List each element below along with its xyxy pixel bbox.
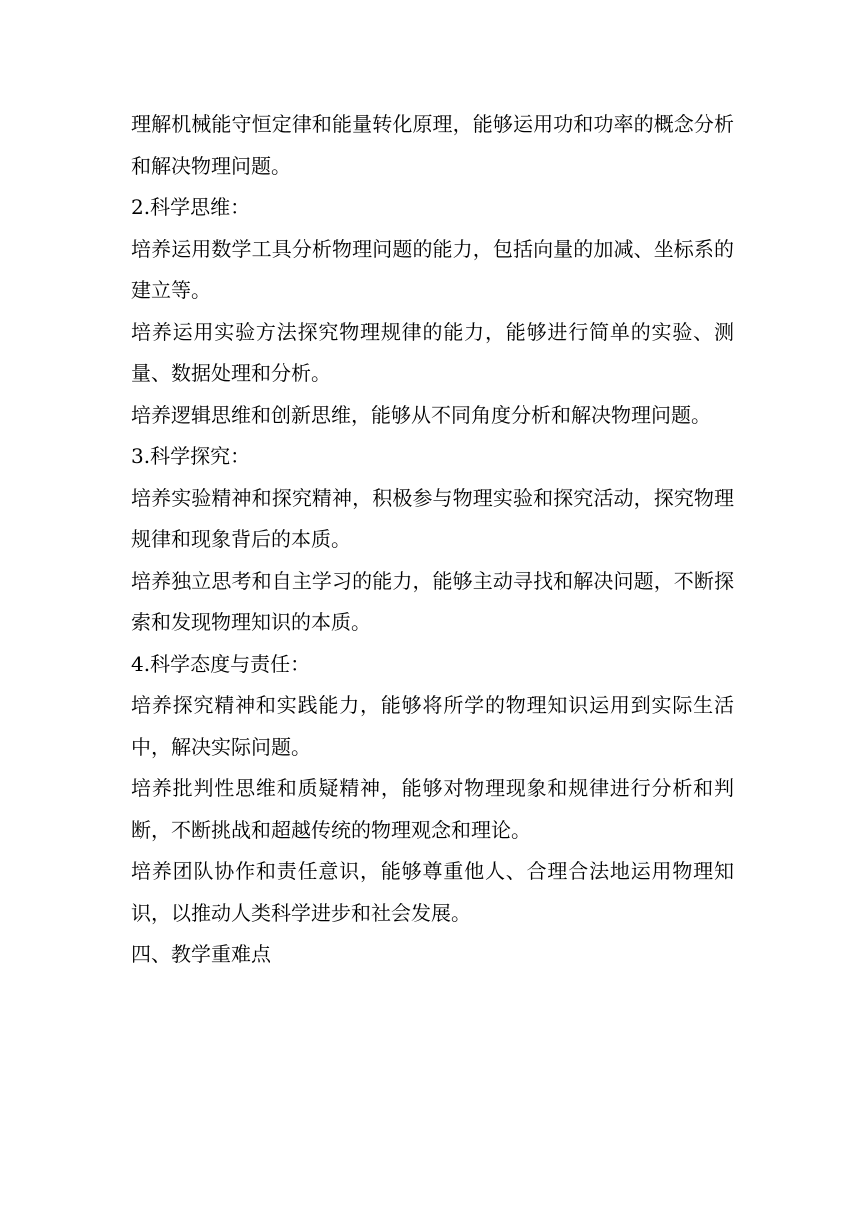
heading-teaching-key-points: 四、教学重难点	[131, 942, 271, 966]
paragraph-critical-thinking: 培养批判性思维和质疑精神，能够对物理现象和规律进行分析和判断，不断挑战和超越传统的物理观念和理论。	[131, 776, 734, 842]
paragraph-experimental-spirit: 培养实验精神和探究精神，积极参与物理实验和探究活动，探究物理规律和现象背后的本质。	[131, 485, 734, 551]
document-body	[131, 104, 734, 976]
heading-scientific-inquiry: 3.科学探究：	[131, 444, 251, 468]
paragraph-math-tools: 培养运用数学工具分析物理问题的能力，包括向量的加减、坐标系的建立等。	[131, 236, 734, 302]
paragraph-experiment-methods: 培养运用实验方法探究物理规律的能力，能够进行简单的实验、测量、数据处理和分析。	[131, 319, 734, 385]
paragraph-logical-thinking: 培养逻辑思维和创新思维，能够从不同角度分析和解决物理问题。	[131, 402, 711, 427]
paragraph-teamwork: 培养团队协作和责任意识，能够尊重他人、合理合法地运用物理知识，以推动人类科学进步和社会发展。	[131, 859, 734, 925]
heading-attitude-responsibility: 4.科学态度与责任：	[131, 651, 311, 676]
heading-scientific-thinking: 2.科学思维：	[131, 195, 251, 219]
paragraph-practice-ability: 培养探究精神和实践能力，能够将所学的物理知识运用到实际生活中，解决实际问题。	[131, 693, 734, 759]
paragraph-independent-thinking: 培养独立思考和自主学习的能力，能够主动寻找和解决问题，不断探索和发现物理知识的本质。	[131, 568, 734, 634]
paragraph-mechanical-energy: 理解机械能守恒定律和能量转化原理，能够运用功和功率的概念分析和解决物理问题。	[131, 112, 734, 178]
